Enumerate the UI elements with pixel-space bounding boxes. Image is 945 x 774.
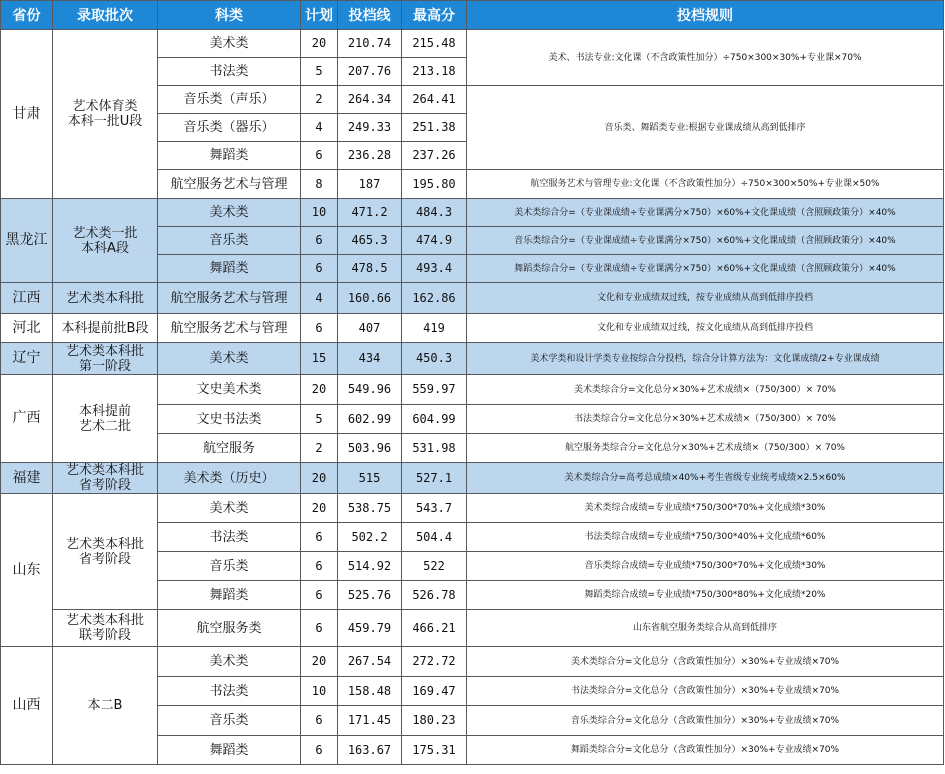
score-line-cell: 187 <box>338 170 402 199</box>
subject-cell: 音乐类（器乐） <box>158 114 301 142</box>
score-line-cell: 538.75 <box>338 494 402 523</box>
score-line-cell: 514.92 <box>338 552 402 581</box>
table-row <box>1 610 944 647</box>
rule-cell: 音乐类、舞蹈类专业:根据专业课成绩从高到低排序 <box>467 86 944 170</box>
province-cell: 福建 <box>1 463 53 494</box>
max-score-cell: 169.47 <box>402 677 467 706</box>
rule-cell: 舞蹈类综合分=（专业课成绩÷专业课满分×750）×60%+文化课成绩（含照顾政策分）×40% <box>467 255 944 283</box>
plan-cell: 6 <box>301 736 338 765</box>
subject-cell: 舞蹈类 <box>158 581 301 610</box>
subject-cell: 书法类 <box>158 58 301 86</box>
score-line-cell: 515 <box>338 463 402 494</box>
plan-cell: 20 <box>301 494 338 523</box>
table-row <box>1 30 944 58</box>
max-score-cell: 522 <box>402 552 467 581</box>
plan-cell: 10 <box>301 677 338 706</box>
batch-cell: 本科提前批B段 <box>53 314 158 343</box>
batch-cell: 艺术类本科批 第一阶段 <box>53 343 158 375</box>
table-row <box>1 375 944 405</box>
score-line-cell: 434 <box>338 343 402 375</box>
plan-cell: 4 <box>301 283 338 314</box>
subject-cell: 文史美术类 <box>158 375 301 405</box>
table-row <box>1 463 944 494</box>
score-line-cell: 207.76 <box>338 58 402 86</box>
batch-cell: 艺术类本科批 <box>53 283 158 314</box>
rule-cell: 音乐类综合分=（专业课成绩÷专业课满分×750）×60%+文化课成绩（含照顾政策分）×40% <box>467 227 944 255</box>
table-row <box>1 199 944 227</box>
subject-cell: 美术类 <box>158 30 301 58</box>
subject-cell: 航空服务艺术与管理 <box>158 170 301 199</box>
header-subject: 科类 <box>158 1 301 30</box>
plan-cell: 8 <box>301 170 338 199</box>
table-row <box>1 314 944 343</box>
rule-cell: 文化和专业成绩双过线，按专业成绩从高到低排序投档 <box>467 283 944 314</box>
max-score-cell: 264.41 <box>402 86 467 114</box>
subject-cell: 音乐类 <box>158 227 301 255</box>
subject-cell: 美术类 <box>158 647 301 677</box>
score-line-cell: 236.28 <box>338 142 402 170</box>
subject-cell: 航空服务类 <box>158 610 301 647</box>
rule-cell: 美术类综合分=文化总分（含政策性加分）×30%+专业成绩×70% <box>467 647 944 677</box>
max-score-cell: 559.97 <box>402 375 467 405</box>
plan-cell: 6 <box>301 610 338 647</box>
province-cell: 山西 <box>1 647 53 765</box>
score-line-cell: 602.99 <box>338 405 402 434</box>
score-line-cell: 465.3 <box>338 227 402 255</box>
plan-cell: 10 <box>301 199 338 227</box>
subject-cell: 美术类 <box>158 343 301 375</box>
subject-cell: 航空服务 <box>158 434 301 463</box>
plan-cell: 5 <box>301 58 338 86</box>
plan-cell: 6 <box>301 314 338 343</box>
plan-cell: 4 <box>301 114 338 142</box>
plan-cell: 20 <box>301 647 338 677</box>
max-score-cell: 215.48 <box>402 30 467 58</box>
header-batch: 录取批次 <box>53 1 158 30</box>
batch-cell: 艺术类一批 本科A段 <box>53 199 158 283</box>
rule-cell: 美术类综合分=（专业课成绩÷专业课满分×750）×60%+文化课成绩（含照顾政策分）×40% <box>467 199 944 227</box>
batch-cell: 本二B <box>53 647 158 765</box>
score-line-cell: 471.2 <box>338 199 402 227</box>
plan-cell: 20 <box>301 375 338 405</box>
rule-cell: 美术类综合分=文化总分×30%+艺术成绩×（750/300）× 70% <box>467 375 944 405</box>
subject-cell: 美术类 <box>158 199 301 227</box>
rule-cell: 美术、书法专业:文化课（不含政策性加分）÷750×300×30%+专业课×70% <box>467 30 944 86</box>
subject-cell: 美术类（历史） <box>158 463 301 494</box>
table-row <box>1 494 944 523</box>
header-plan: 计划 <box>301 1 338 30</box>
max-score-cell: 195.80 <box>402 170 467 199</box>
batch-cell: 本科提前 艺术二批 <box>53 375 158 463</box>
plan-cell: 6 <box>301 227 338 255</box>
rule-cell: 舞蹈类综合成绩=专业成绩*750/300*80%+文化成绩*20% <box>467 581 944 610</box>
max-score-cell: 531.98 <box>402 434 467 463</box>
max-score-cell: 180.23 <box>402 706 467 736</box>
rule-cell: 山东省航空服务类综合从高到低排序 <box>467 610 944 647</box>
rule-cell: 美术类综合分=高考总成绩×40%+考生省级专业统考成绩×2.5×60% <box>467 463 944 494</box>
plan-cell: 6 <box>301 552 338 581</box>
subject-cell: 书法类 <box>158 677 301 706</box>
max-score-cell: 543.7 <box>402 494 467 523</box>
table-body <box>1 30 944 765</box>
plan-cell: 2 <box>301 434 338 463</box>
plan-cell: 20 <box>301 463 338 494</box>
subject-cell: 舞蹈类 <box>158 736 301 765</box>
max-score-cell: 419 <box>402 314 467 343</box>
batch-cell: 艺术类本科批 省考阶段 <box>53 463 158 494</box>
province-cell: 广西 <box>1 375 53 463</box>
score-line-cell: 478.5 <box>338 255 402 283</box>
rule-cell: 音乐类综合分=文化总分（含政策性加分）×30%+专业成绩×70% <box>467 706 944 736</box>
table-row <box>1 343 944 375</box>
header-max-score: 最高分 <box>402 1 467 30</box>
rule-cell: 美术学类和设计学类专业按综合分投档，综合分计算方法为：文化课成绩/2+专业课成绩 <box>467 343 944 375</box>
subject-cell: 美术类 <box>158 494 301 523</box>
score-line-cell: 549.96 <box>338 375 402 405</box>
max-score-cell: 484.3 <box>402 199 467 227</box>
rule-cell: 书法类综合分=文化总分（含政策性加分）×30%+专业成绩×70% <box>467 677 944 706</box>
max-score-cell: 604.99 <box>402 405 467 434</box>
rule-cell: 书法类综合成绩=专业成绩*750/300*40%+文化成绩*60% <box>467 523 944 552</box>
header-rules: 投档规则 <box>467 1 944 30</box>
table-row <box>1 283 944 314</box>
rule-cell: 航空服务类综合分=文化总分×30%+艺术成绩×（750/300）× 70% <box>467 434 944 463</box>
score-line-cell: 267.54 <box>338 647 402 677</box>
subject-cell: 文史书法类 <box>158 405 301 434</box>
batch-cell: 艺术体育类 本科一批U段 <box>53 30 158 199</box>
header-row <box>1 1 944 30</box>
batch-cell: 艺术类本科批 省考阶段 <box>53 494 158 610</box>
score-line-cell: 503.96 <box>338 434 402 463</box>
max-score-cell: 527.1 <box>402 463 467 494</box>
plan-cell: 5 <box>301 405 338 434</box>
max-score-cell: 474.9 <box>402 227 467 255</box>
province-cell: 黑龙江 <box>1 199 53 283</box>
subject-cell: 航空服务艺术与管理 <box>158 283 301 314</box>
max-score-cell: 162.86 <box>402 283 467 314</box>
header-score-line: 投档线 <box>338 1 402 30</box>
batch-cell: 艺术类本科批 联考阶段 <box>53 610 158 647</box>
province-cell: 江西 <box>1 283 53 314</box>
rule-cell: 书法类综合分=文化总分×30%+艺术成绩×（750/300）× 70% <box>467 405 944 434</box>
subject-cell: 音乐类（声乐） <box>158 86 301 114</box>
subject-cell: 航空服务艺术与管理 <box>158 314 301 343</box>
subject-cell: 书法类 <box>158 523 301 552</box>
max-score-cell: 213.18 <box>402 58 467 86</box>
plan-cell: 6 <box>301 706 338 736</box>
plan-cell: 6 <box>301 255 338 283</box>
score-line-cell: 163.67 <box>338 736 402 765</box>
max-score-cell: 466.21 <box>402 610 467 647</box>
table-row <box>1 647 944 677</box>
province-cell: 辽宁 <box>1 343 53 375</box>
max-score-cell: 251.38 <box>402 114 467 142</box>
score-line-cell: 210.74 <box>338 30 402 58</box>
score-line-cell: 525.76 <box>338 581 402 610</box>
max-score-cell: 450.3 <box>402 343 467 375</box>
header-province: 省份 <box>1 1 53 30</box>
province-cell: 河北 <box>1 314 53 343</box>
plan-cell: 2 <box>301 86 338 114</box>
plan-cell: 6 <box>301 523 338 552</box>
subject-cell: 舞蹈类 <box>158 142 301 170</box>
rule-cell: 舞蹈类综合分=文化总分（含政策性加分）×30%+专业成绩×70% <box>467 736 944 765</box>
max-score-cell: 493.4 <box>402 255 467 283</box>
subject-cell: 舞蹈类 <box>158 255 301 283</box>
score-line-cell: 264.34 <box>338 86 402 114</box>
score-line-cell: 407 <box>338 314 402 343</box>
plan-cell: 20 <box>301 30 338 58</box>
score-line-cell: 158.48 <box>338 677 402 706</box>
plan-cell: 6 <box>301 142 338 170</box>
plan-cell: 6 <box>301 581 338 610</box>
rule-cell: 美术类综合成绩=专业成绩*750/300*70%+文化成绩*30% <box>467 494 944 523</box>
score-line-cell: 459.79 <box>338 610 402 647</box>
score-line-cell: 249.33 <box>338 114 402 142</box>
subject-cell: 音乐类 <box>158 552 301 581</box>
rule-cell: 航空服务艺术与管理专业:文化课（不含政策性加分）÷750×300×50%+专业课×50% <box>467 170 944 199</box>
max-score-cell: 272.72 <box>402 647 467 677</box>
max-score-cell: 237.26 <box>402 142 467 170</box>
rule-cell: 文化和专业成绩双过线，按文化成绩从高到低排序投档 <box>467 314 944 343</box>
max-score-cell: 175.31 <box>402 736 467 765</box>
score-line-cell: 171.45 <box>338 706 402 736</box>
province-cell: 山东 <box>1 494 53 647</box>
subject-cell: 音乐类 <box>158 706 301 736</box>
score-line-cell: 160.66 <box>338 283 402 314</box>
plan-cell: 15 <box>301 343 338 375</box>
max-score-cell: 526.78 <box>402 581 467 610</box>
max-score-cell: 504.4 <box>402 523 467 552</box>
rule-cell: 音乐类综合成绩=专业成绩*750/300*70%+文化成绩*30% <box>467 552 944 581</box>
score-line-cell: 502.2 <box>338 523 402 552</box>
province-cell: 甘肃 <box>1 30 53 199</box>
